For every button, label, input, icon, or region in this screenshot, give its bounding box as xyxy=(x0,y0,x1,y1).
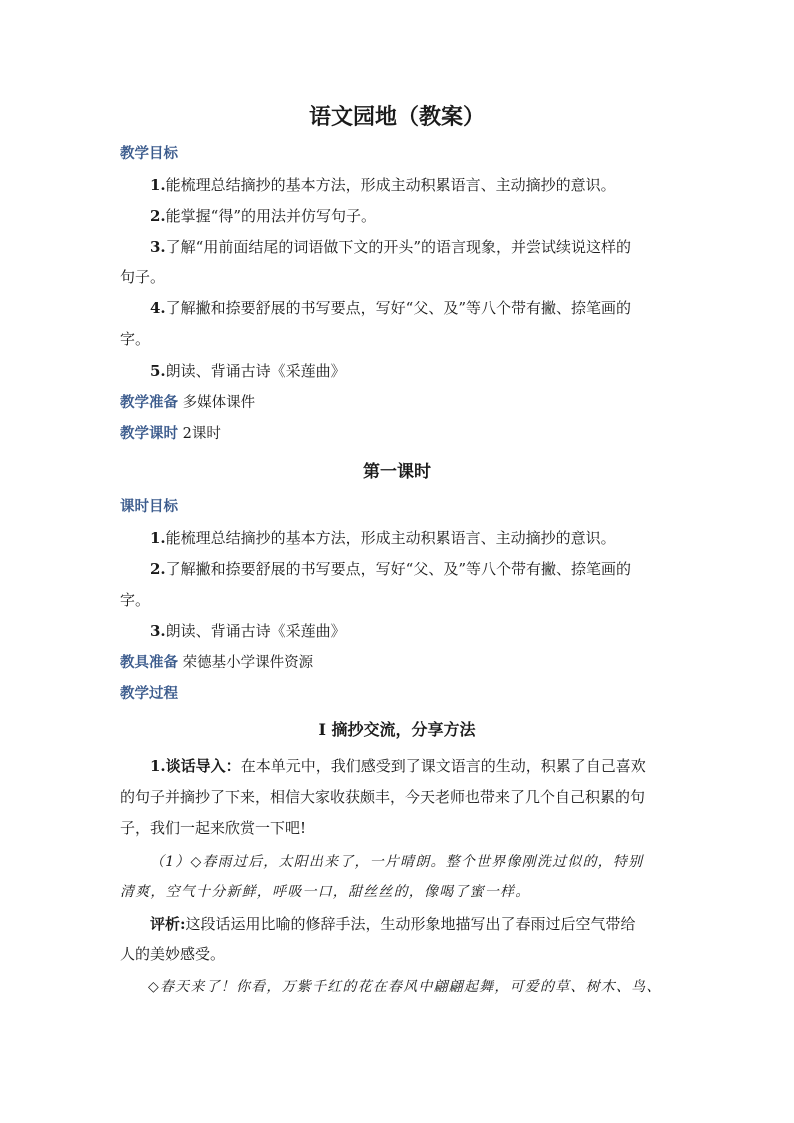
intro-number: 1. xyxy=(150,757,166,775)
goal-number: 1. xyxy=(150,529,166,547)
page-title: 语文园地（教案） xyxy=(308,104,485,130)
process-heading xyxy=(120,683,178,705)
goal-text: 能梳理总结摘抄的基本方法，形成主动积累语言、主动摘抄的意识。 xyxy=(165,529,616,547)
goals-heading-text: 教学目标 xyxy=(120,145,178,162)
goal-item xyxy=(150,174,616,196)
section-title: Ⅰ 摘抄交流，分享方法 xyxy=(318,720,476,739)
prep-label: 教学准备 xyxy=(120,394,178,411)
goals-heading xyxy=(120,143,178,165)
intro-paragraph-line: 的句子并摘抄了下来，相信大家收获颇丰，今天老师也带来了几个自己积累的句 xyxy=(120,788,646,806)
lesson-goal-item xyxy=(150,527,616,549)
comment-key: 评析: xyxy=(150,915,186,933)
goal-number: 5. xyxy=(150,362,166,380)
intro-key: 谈话导入： xyxy=(165,757,241,775)
quote-line: ◇春天来了！你看，万紫千红的花在春风中翩翩起舞，可爱的草、树木、鸟、 xyxy=(148,979,662,995)
goal-item-continued: 句子。 xyxy=(120,268,166,286)
goal-text: 了解撇和捺要舒展的书写要点，写好“父、及”等八个带有撇、捺笔画的 xyxy=(165,560,632,578)
goal-item-continued: 字。 xyxy=(120,330,151,348)
goal-text: 了解撇和捺要舒展的书写要点，写好“父、及”等八个带有撇、捺笔画的 xyxy=(165,299,632,317)
lesson-goals-heading-text: 课时目标 xyxy=(120,498,178,515)
quote-line: 清爽，空气十分新鲜，呼吸一口，甜丝丝的，像喝了蜜一样。 xyxy=(120,884,531,900)
goal-item xyxy=(150,205,376,227)
process-heading-text: 教学过程 xyxy=(120,685,178,702)
lesson-goal-item xyxy=(150,620,346,642)
lesson-goal-item xyxy=(150,558,631,580)
goal-item xyxy=(150,360,346,382)
tools-label: 教具准备 xyxy=(120,654,178,671)
goal-item xyxy=(150,236,631,258)
lesson-title: 第一课时 xyxy=(363,462,431,482)
goal-number: 2. xyxy=(150,207,166,225)
goal-number: 2. xyxy=(150,560,166,578)
goal-number: 1. xyxy=(150,176,166,194)
comment-line xyxy=(150,913,636,935)
goal-number: 4. xyxy=(150,299,166,317)
lesson-goals-heading xyxy=(120,496,178,518)
prep-value: 多媒体课件 xyxy=(182,395,256,411)
goal-text: 能梳理总结摘抄的基本方法，形成主动积累语言、主动摘抄的意识。 xyxy=(165,176,616,194)
goal-text: 能掌握“得”的用法并仿写句子。 xyxy=(165,207,377,225)
goal-item xyxy=(150,297,631,319)
prep-row xyxy=(120,392,255,414)
goal-number: 3. xyxy=(150,238,166,256)
tools-row xyxy=(120,652,313,674)
hours-row xyxy=(120,423,221,445)
lesson-goal-item-continued: 字。 xyxy=(120,591,151,609)
intro-paragraph-line xyxy=(150,755,646,777)
intro-paragraph-line: 子，我们一起来欣赏一下吧! xyxy=(120,819,307,837)
goal-text: 朗读、背诵古诗《采莲曲》 xyxy=(165,362,346,380)
tools-value: 荣德基小学课件资源 xyxy=(182,655,314,671)
goal-text: 了解“用前面结尾的词语做下文的开头”的语言现象，并尝试续说这样的 xyxy=(165,238,632,256)
hours-label: 教学课时 xyxy=(120,425,178,442)
comment-text: 这段话运用比喻的修辞手法，生动形象地描写出了春雨过后空气带给 xyxy=(185,915,636,933)
intro-text: 在本单元中，我们感受到了课文语言的生动，积累了自己喜欢 xyxy=(240,757,646,775)
goal-number: 3. xyxy=(150,622,166,640)
comment-line: 人的美妙感受。 xyxy=(120,945,226,963)
quote-line: （1）◇春雨过后，太阳出来了，一片晴朗。整个世界像刚洗过似的，特别 xyxy=(150,854,644,870)
goal-text: 朗读、背诵古诗《采莲曲》 xyxy=(165,622,346,640)
hours-value: 2课时 xyxy=(182,426,221,442)
